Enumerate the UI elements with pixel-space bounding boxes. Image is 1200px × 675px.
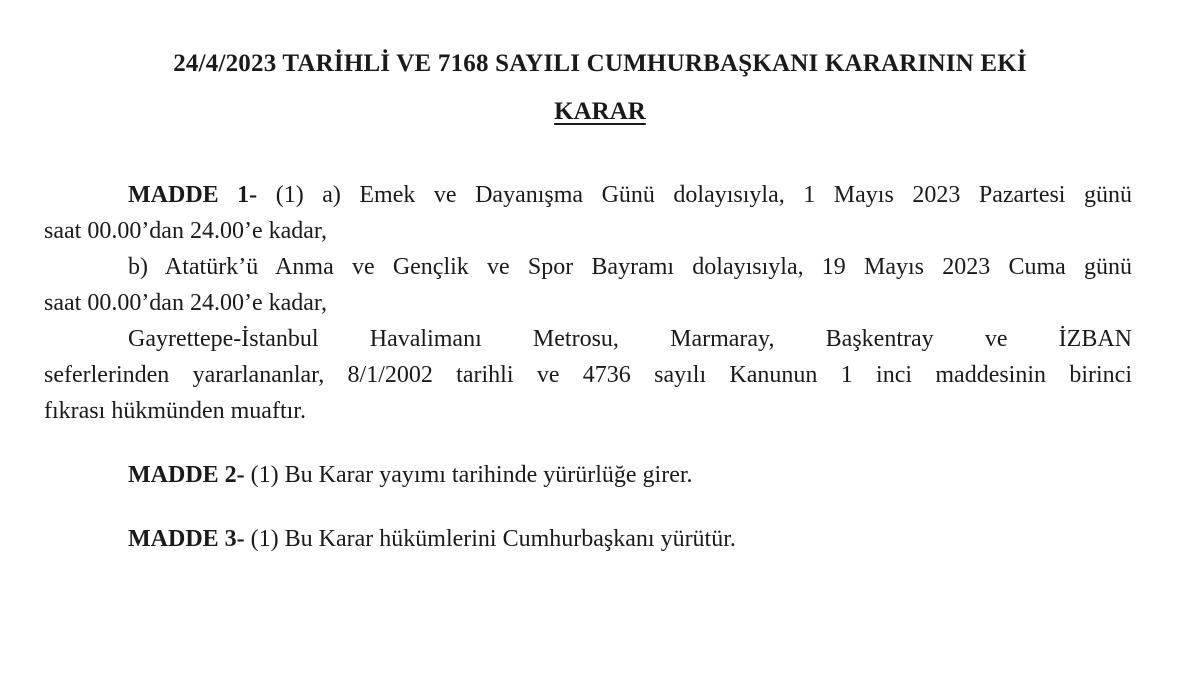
document-subtitle — [0, 94, 1200, 130]
madde-1-label: MADDE 1- — [128, 182, 258, 208]
subtitle-text: KARAR — [554, 98, 646, 125]
madde-2 — [44, 457, 1132, 493]
madde-2-label: MADDE 2- — [128, 462, 245, 488]
document-body — [44, 177, 1132, 557]
madde-1-line-2: saat 00.00’dan 24.00’e kadar, — [44, 218, 327, 244]
paragraph-gap — [44, 493, 1132, 521]
madde-3-text: (1) Bu Karar hükümlerini Cumhurbaşkanı yürütür. — [244, 526, 736, 552]
paragraph-gap — [44, 429, 1132, 457]
madde-1-line-6: seferlerinden yararlananlar, 8/1/2002 tarihli ve 4736 sayılı Kanunun 1 inci maddesinin birinci — [44, 362, 1132, 388]
document-title: 24/4/2023 TARİHLİ VE 7168 SAYILI CUMHURBAŞKANI KARARININ EKİ — [173, 50, 1027, 77]
madde-1-line-5: Gayrettepe-İstanbul Havalimanı Metrosu, Marmaray, Başkentray ve İZBAN — [128, 326, 1132, 352]
madde-1-line-1-text: (1) a) Emek ve Dayanışma Günü dolayısıyla, 1 Mayıs 2023 Pazartesi günü — [257, 182, 1132, 208]
madde-1-line-4: saat 00.00’dan 24.00’e kadar, — [44, 290, 327, 316]
madde-1-line-7: fıkrası hükmünden muaftır. — [44, 398, 306, 424]
madde-3 — [44, 521, 1132, 557]
madde-1-line-3: b) Atatürk’ü Anma ve Gençlik ve Spor Bayramı dolayısıyla, 19 Mayıs 2023 Cuma günü — [128, 254, 1132, 280]
madde-2-text: (1) Bu Karar yayımı tarihinde yürürlüğe girer. — [244, 462, 693, 488]
madde-3-label: MADDE 3- — [128, 526, 245, 552]
madde-1-line-1 — [44, 177, 1132, 213]
